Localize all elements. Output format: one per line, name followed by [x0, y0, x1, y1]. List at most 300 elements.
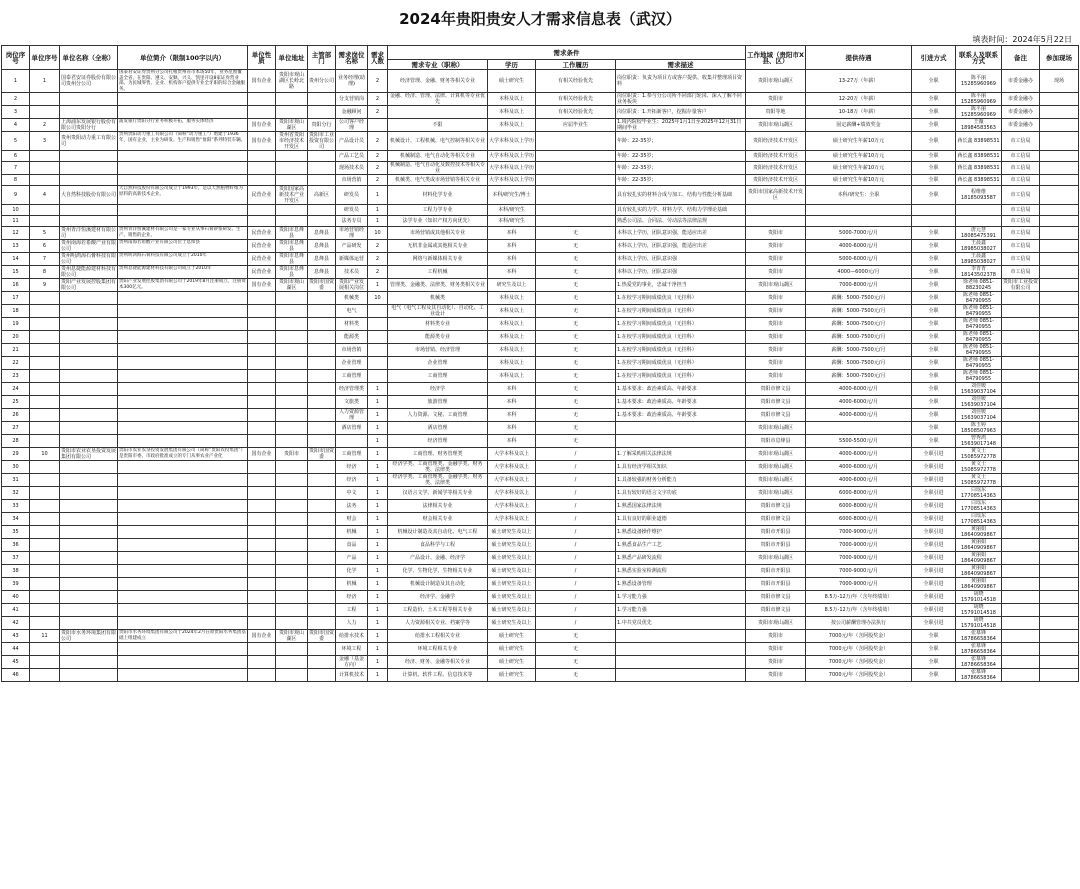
contact-cell: 胡晓 15791014518	[956, 591, 1002, 604]
unit-intro-cell: 贵州贵阳动力重工有限公司（简称“动力重工”）始建于1936年，国有企业，主业为研发、生产和销售“詹阳”系列特装车辆。	[118, 132, 248, 151]
fair-cell	[1040, 266, 1079, 279]
nature-cell	[248, 396, 276, 409]
intro-method-cell: 全职引进	[912, 500, 956, 513]
dept-cell	[308, 643, 336, 656]
remark-cell	[1002, 552, 1040, 565]
address-cell: 贵阳国家高新技术产业开发区	[276, 186, 308, 205]
unit-name-cell	[60, 292, 118, 305]
count-cell: 1	[368, 578, 388, 591]
desc-cell: 本科以上学历，团队意识强，能适应出差	[616, 227, 746, 240]
table-row	[2, 370, 1079, 383]
count-cell: 1	[368, 435, 388, 448]
fair-cell	[1040, 240, 1079, 253]
post-no-cell: 14	[2, 253, 30, 266]
address-cell	[276, 305, 308, 318]
location-cell: 贵阳市	[746, 240, 806, 253]
treatment-cell: 8.5万-12万/年（含年终绩效）	[806, 591, 912, 604]
nature-cell	[248, 409, 276, 422]
unit-no-cell: 6	[30, 240, 60, 253]
unit-intro-cell	[118, 500, 248, 513]
major-cell: 经济管理	[388, 435, 488, 448]
remark-cell: 市工信局	[1002, 253, 1040, 266]
fair-cell	[1040, 106, 1079, 119]
exp-cell: /	[536, 474, 616, 487]
unit-name-cell	[60, 565, 118, 578]
desc-cell: 年龄：22-35岁；	[616, 175, 746, 186]
address-cell: 贵阳市息烽县	[276, 253, 308, 266]
intro-method-cell: 全职	[912, 279, 956, 292]
table-row	[2, 318, 1079, 331]
desc-cell: 1.熟悉产品研发流程	[616, 552, 746, 565]
count-cell: 2	[368, 151, 388, 162]
nature-cell	[248, 292, 276, 305]
post-name-cell: 现场技术员	[336, 162, 368, 175]
remark-cell: 市委金融办	[1002, 70, 1040, 93]
contact-cell: 陈平丽 15285960969	[956, 70, 1002, 93]
unit-no-cell	[30, 435, 60, 448]
treatment-cell: 7000-9000元/月	[806, 565, 912, 578]
exp-cell: 无	[536, 383, 616, 396]
location-cell: 贵阳市	[746, 227, 806, 240]
fair-cell	[1040, 604, 1079, 617]
major-cell: 机械类、电气类或市场营销等相关专业	[388, 175, 488, 186]
desc-cell: 1.在校学习期间成绩优良（无挂科）	[616, 344, 746, 357]
fair-cell	[1040, 409, 1079, 422]
table-row	[2, 474, 1079, 487]
unit-intro-cell	[118, 656, 248, 669]
count-cell: 1	[368, 526, 388, 539]
unit-no-cell	[30, 526, 60, 539]
count-cell: 1	[368, 461, 388, 474]
nature-cell	[248, 591, 276, 604]
major-cell: 市场营销或其他相关专业	[388, 227, 488, 240]
edu-cell: 大学本科及以上学历	[488, 151, 536, 162]
table-body	[2, 70, 1079, 682]
desc-cell: 1.中共党员优先	[616, 617, 746, 630]
unit-no-cell	[30, 305, 60, 318]
major-cell: 人力资源、文秘、工商管理	[388, 409, 488, 422]
unit-name-cell	[60, 552, 118, 565]
address-cell	[276, 344, 308, 357]
location-cell: 贵阳市	[746, 643, 806, 656]
desc-cell: 年龄：22-35岁；	[616, 132, 746, 151]
fair-cell	[1040, 132, 1079, 151]
exp-cell: 无	[536, 318, 616, 331]
post-name-cell: 公司客户经理	[336, 119, 368, 132]
header-unit-name: 单位名称（全称）	[60, 46, 118, 70]
post-name-cell: 市场营销经理	[336, 227, 368, 240]
desc-cell: 1.基本要求：政治素质高、年龄要求	[616, 409, 746, 422]
contact-cell: 蒋长鑫 83898531	[956, 151, 1002, 162]
edu-cell: 本科	[488, 422, 536, 435]
treatment-cell: 固定薪酬+绩效奖金	[806, 119, 912, 132]
dept-cell	[308, 383, 336, 396]
fair-cell	[1040, 216, 1079, 227]
header-major: 需求专业（职称）	[388, 60, 488, 70]
exp-cell: /	[536, 552, 616, 565]
dept-cell: 息烽县	[308, 266, 336, 279]
nature-cell: 国有企业	[248, 132, 276, 151]
major-cell: 财会相关专业	[388, 513, 488, 526]
desc-cell: 岗位职责：1.参与分公司所不同部门轮岗、深入了解不同业务板块	[616, 93, 746, 106]
intro-method-cell: 全职	[912, 151, 956, 162]
table-row	[2, 617, 1079, 630]
dept-cell: 贵阳市工业投资有限公司	[309, 132, 335, 150]
edu-cell: 本科及以上	[488, 318, 536, 331]
post-name-cell: 文旅类	[336, 396, 368, 409]
unit-intro-cell	[118, 292, 248, 305]
address-cell	[276, 205, 308, 216]
nature-cell	[248, 656, 276, 669]
fair-cell	[1040, 93, 1079, 106]
nature-cell	[248, 578, 276, 591]
unit-name-cell: 贵州明鸿海石膏科技有限公司	[61, 253, 117, 265]
treatment-cell: 5000-7000元/月	[806, 227, 912, 240]
count-cell: 1	[368, 539, 388, 552]
address-cell	[276, 656, 308, 669]
intro-method-cell: 全职引进	[912, 461, 956, 474]
post-name-cell: 经济	[336, 474, 368, 487]
post-name-cell: 经济	[336, 591, 368, 604]
fair-cell	[1040, 656, 1079, 669]
address-cell	[276, 513, 308, 526]
treatment-cell: 4000-6000元/月	[806, 383, 912, 396]
desc-cell: 1.在校学习期间成绩优良（无挂科）	[616, 318, 746, 331]
edu-cell: 大学本科及以上学历	[488, 132, 536, 151]
post-name-cell: 法务专员	[336, 216, 368, 227]
post-no-cell: 5	[2, 132, 30, 151]
intro-method-cell: 全职	[912, 106, 956, 119]
page-title: 2024年贵阳贵安人才需求信息表（武汉）	[399, 10, 681, 28]
address-cell: 贵阳市息烽县	[276, 266, 308, 279]
exp-cell	[536, 151, 616, 162]
remark-cell	[1002, 643, 1040, 656]
location-cell	[746, 205, 806, 216]
location-cell: 贵阳市观山湖区	[746, 474, 806, 487]
intro-method-cell: 全职	[912, 422, 956, 435]
contact-cell: 陈老师 0851-84790955	[956, 370, 1002, 383]
unit-intro-cell	[118, 643, 248, 656]
count-cell: 1	[368, 552, 388, 565]
header-intro-method: 引进方式	[912, 46, 956, 70]
location-cell: 贵阳经济技术开发区	[746, 132, 806, 151]
unit-name-cell: 贵州息捷能源建材科技有限公司	[61, 266, 117, 278]
desc-cell	[616, 630, 746, 643]
unit-no-cell	[30, 591, 60, 604]
intro-method-cell: 全职	[912, 93, 956, 106]
post-name-cell: 市场营销	[336, 175, 368, 186]
desc-cell: 1.在校学习期间成绩优良（无挂科）	[616, 331, 746, 344]
post-no-cell: 17	[2, 292, 30, 305]
exp-cell: 无	[536, 643, 616, 656]
fair-cell	[1040, 383, 1079, 396]
unit-name-cell	[60, 578, 118, 591]
unit-intro-cell	[118, 409, 248, 422]
post-no-cell: 25	[2, 396, 30, 409]
unit-intro-cell	[118, 370, 248, 383]
count-cell: 2	[368, 266, 388, 279]
fair-cell	[1040, 474, 1079, 487]
contact-cell	[956, 216, 1002, 227]
unit-name-cell	[60, 591, 118, 604]
address-cell	[276, 474, 308, 487]
contact-cell: 张慕锋 18786658364	[956, 669, 1002, 682]
remark-cell	[1002, 669, 1040, 682]
header-edu: 学历	[488, 60, 536, 70]
contact-cell: 唐元慧 18085475391	[956, 227, 1002, 240]
post-no-cell: 6	[2, 151, 30, 162]
remark-cell: 市工信局	[1002, 132, 1040, 151]
desc-cell	[616, 435, 746, 448]
count-cell: 10	[368, 292, 388, 305]
major-cell: 机械设计制造及其自动化、电气工程	[388, 526, 488, 539]
edu-cell: 硕士研究生及以上	[488, 604, 536, 617]
unit-intro-cell	[118, 604, 248, 617]
exp-cell: 无	[536, 669, 616, 682]
post-no-cell: 13	[2, 240, 30, 253]
contact-cell: 黄丽娟 18640909867	[956, 526, 1002, 539]
table-row	[2, 175, 1079, 186]
contact-cell: 张慕锋 18786658364	[956, 643, 1002, 656]
treatment-cell: 7000元/年（含阿股奖金）	[806, 630, 912, 643]
header-address: 单位地址	[276, 46, 308, 70]
address-cell: 贵阳市观山湖区长岭北路	[276, 70, 308, 93]
treatment-cell: 硕士研究生年薪10万元	[806, 151, 912, 162]
nature-cell	[248, 669, 276, 682]
count-cell: 2	[368, 240, 388, 253]
location-cell: 贵阳市	[746, 630, 806, 643]
edu-cell: 硕士研究生及以上	[488, 539, 536, 552]
major-cell: 机械设计、工程机械、电气控制等相关专业	[388, 132, 488, 151]
location-cell: 贵阳市观山湖区	[746, 448, 806, 461]
location-cell: 贵阳市国家高新技术开发区	[746, 186, 806, 205]
unit-intro-cell: 贵州南海若希酸产业有限公司位于息烽县	[118, 240, 248, 253]
treatment-cell: 7000元/年（含阿股奖金）	[806, 643, 912, 656]
unit-no-cell	[30, 370, 60, 383]
unit-intro-cell	[118, 539, 248, 552]
dept-cell	[308, 578, 336, 591]
table-row	[2, 578, 1079, 591]
remark-cell	[1002, 435, 1040, 448]
remark-cell	[1002, 604, 1040, 617]
count-cell: 1	[368, 383, 388, 396]
nature-cell: 民营企业	[248, 240, 276, 253]
unit-name-cell	[60, 500, 118, 513]
major-cell: 机械设计制造及其自动化	[388, 578, 488, 591]
intro-method-cell: 全职引进	[912, 591, 956, 604]
exp-cell	[536, 186, 616, 205]
unit-name-cell	[60, 539, 118, 552]
unit-name-cell: 贵阳产业发展控股集团有限公司	[61, 279, 117, 291]
desc-cell: 本科以上学历，团队意识强	[616, 253, 746, 266]
header-post-name: 需求岗位名称	[336, 46, 368, 70]
unit-no-cell	[30, 344, 60, 357]
exp-cell	[536, 216, 616, 227]
intro-method-cell: 全职	[912, 344, 956, 357]
treatment-cell: 4000-6000元/月	[806, 240, 912, 253]
location-cell: 贵阳经济技术开发区	[746, 175, 806, 186]
contact-cell: 张慕锋 18786658364	[956, 630, 1002, 643]
table-row	[2, 93, 1079, 106]
unit-no-cell	[30, 175, 60, 186]
dept-cell	[308, 205, 336, 216]
edu-cell: 本科及以上	[488, 119, 536, 132]
contact-cell: 白瑶东 17708514363	[956, 513, 1002, 526]
table-row	[2, 565, 1079, 578]
table-row	[2, 409, 1079, 422]
fair-cell	[1040, 435, 1079, 448]
post-no-cell: 43	[2, 630, 30, 643]
nature-cell	[248, 216, 276, 227]
exp-cell: /	[536, 448, 616, 461]
major-cell: 经济学类、工商管理类、金融学类、财务类、法律类	[388, 461, 488, 474]
treatment-cell: 薪酬：5000-7500元/月	[806, 331, 912, 344]
header-location: 工作地域（贵阳市X县、区）	[746, 46, 806, 70]
unit-name-cell: 大自然科技股份有限公司	[60, 186, 118, 205]
count-cell: 1	[368, 216, 388, 227]
remark-cell	[1002, 630, 1040, 643]
unit-intro-cell	[118, 591, 248, 604]
major-cell: 无机非金属或其他相关专业	[388, 240, 488, 253]
exp-cell: 无	[536, 240, 616, 253]
unit-intro-cell	[118, 552, 248, 565]
table-row	[2, 70, 1079, 93]
desc-cell	[616, 422, 746, 435]
treatment-cell: 5500-5500元/月	[806, 435, 912, 448]
location-cell: 贵阳市观山湖区	[746, 617, 806, 630]
treatment-cell: 7000-9000元/月	[806, 552, 912, 565]
count-cell: 1	[368, 448, 388, 461]
fair-cell	[1040, 643, 1079, 656]
fair-cell	[1040, 591, 1079, 604]
remark-cell: 市工信局	[1002, 266, 1040, 279]
fair-cell	[1040, 669, 1079, 682]
contact-cell: 程维维 18185093587	[956, 186, 1002, 205]
treatment-cell: 5000-6000元/月	[806, 253, 912, 266]
unit-intro-cell: 贵阳产业发展控股集团有限公司于2019年8月注册成立，注册资本300亿元。	[119, 279, 246, 290]
unit-name-cell	[60, 383, 118, 396]
post-name-cell: 金融（基金方向）	[336, 656, 368, 669]
major-cell: 经济、财务、金融等相关专业	[388, 656, 488, 669]
location-cell: 贵阳经济技术开发区	[746, 151, 806, 162]
contact-cell: 王晨鑫 18985038027	[956, 240, 1002, 253]
unit-no-cell	[30, 643, 60, 656]
unit-intro-cell	[118, 422, 248, 435]
unit-name-cell	[60, 205, 118, 216]
exp-cell	[536, 205, 616, 216]
intro-method-cell: 全职	[912, 370, 956, 383]
unit-intro-cell: 贵州息捷能源建材科技有限公司成立于2010年	[118, 266, 248, 279]
fair-cell	[1040, 396, 1079, 409]
major-cell: 工程机械	[388, 266, 488, 279]
desc-cell: 1.熟悉实验室检测流程	[616, 565, 746, 578]
address-cell	[276, 331, 308, 344]
unit-name-cell	[60, 409, 118, 422]
nature-cell	[248, 93, 276, 106]
unit-name-cell: 贵阳市水务环境集团有限公司	[61, 630, 117, 642]
desc-cell: 1.熟悉设备操作维护	[616, 526, 746, 539]
unit-no-cell: 5	[30, 227, 60, 240]
nature-cell: 国有企业	[248, 448, 276, 461]
post-no-cell: 36	[2, 539, 30, 552]
treatment-cell: 4000-6000元/月	[806, 409, 912, 422]
major-cell: 不限	[388, 119, 488, 132]
unit-name-cell	[60, 617, 118, 630]
post-no-cell: 18	[2, 305, 30, 318]
unit-name-cell	[60, 643, 118, 656]
dept-cell	[308, 357, 336, 370]
remark-cell: 市工信局	[1002, 240, 1040, 253]
count-cell: 1	[368, 409, 388, 422]
fill-date: 填表时间：2024年5月22日	[972, 35, 1072, 44]
contact-cell: 曾秀鸿 15639017148	[956, 435, 1002, 448]
count-cell: 1	[368, 205, 388, 216]
header-unit-intro: 单位简介（限制100字以内）	[118, 46, 248, 70]
remark-cell	[1002, 305, 1040, 318]
unit-no-cell	[30, 318, 60, 331]
exp-cell: /	[536, 500, 616, 513]
post-name-cell: 分支营销岗	[336, 93, 368, 106]
desc-cell: 1.熟悉国家法律法规	[616, 500, 746, 513]
exp-cell: 无	[536, 253, 616, 266]
unit-name-cell	[60, 162, 118, 175]
address-cell	[276, 552, 308, 565]
nature-cell	[248, 422, 276, 435]
edu-cell: 本科	[488, 435, 536, 448]
major-cell: 机械制造、电气自动化等相关专业	[388, 151, 488, 162]
table-row	[2, 552, 1079, 565]
unit-intro-cell	[118, 396, 248, 409]
unit-no-cell	[30, 461, 60, 474]
fair-cell	[1040, 186, 1079, 205]
post-no-cell: 21	[2, 344, 30, 357]
unit-name-cell	[60, 474, 118, 487]
desc-cell: 1.了解采购相关法律法规	[616, 448, 746, 461]
address-cell	[276, 409, 308, 422]
fair-cell	[1040, 513, 1079, 526]
intro-method-cell	[912, 205, 956, 216]
edu-cell: 本科及以上	[488, 305, 536, 318]
address-cell: 贵州省贵阳市经济技术开发区	[276, 132, 308, 151]
header-remark: 备注	[1002, 46, 1040, 70]
unit-intro-cell	[118, 513, 248, 526]
location-cell: 贵阳市	[746, 305, 806, 318]
exp-cell: /	[536, 617, 616, 630]
count-cell: 1	[368, 643, 388, 656]
unit-no-cell	[30, 357, 60, 370]
exp-cell: /	[536, 526, 616, 539]
location-cell: 贵阳市观山湖区	[746, 552, 806, 565]
intro-method-cell: 全职	[912, 70, 956, 93]
intro-method-cell	[912, 216, 956, 227]
post-no-cell: 31	[2, 474, 30, 487]
contact-cell: 徐老师 0851-88230245	[956, 279, 1002, 292]
remark-cell	[1002, 448, 1040, 461]
edu-cell: 硕士研究生及以上	[488, 617, 536, 630]
address-cell	[276, 357, 308, 370]
table-row	[2, 162, 1079, 175]
fair-cell	[1040, 487, 1079, 500]
desc-cell: 1.基本要求：政治素质高、年龄要求	[616, 396, 746, 409]
post-name-cell: 酒店管理	[336, 422, 368, 435]
fair-cell	[1040, 539, 1079, 552]
table-row	[2, 448, 1079, 461]
address-cell	[276, 461, 308, 474]
post-name-cell: 经济	[336, 461, 368, 474]
remark-cell: 市工信局	[1002, 205, 1040, 216]
remark-cell	[1002, 513, 1040, 526]
desc-cell: 1.在校学习期间成绩优良（无挂科）	[616, 357, 746, 370]
